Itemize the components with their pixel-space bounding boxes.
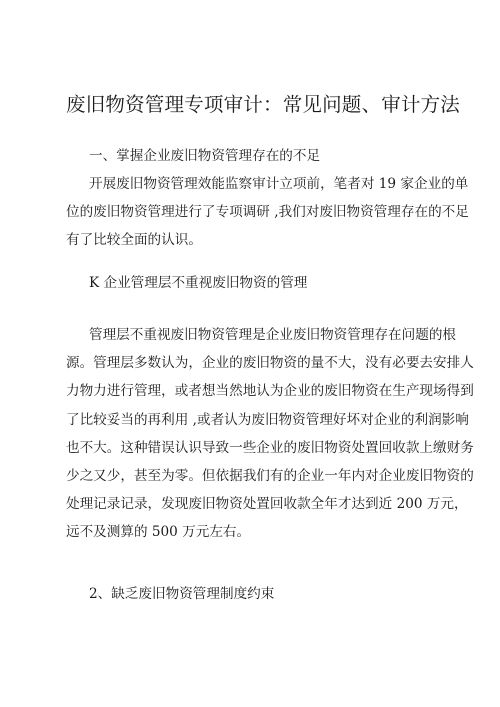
paragraph-line: 远不及测算的 500 万元左右。 bbox=[66, 524, 251, 541]
paragraph-line: 处理记录记录，发现废旧物资处置回收款全年才达到近 200 万元， bbox=[66, 496, 468, 513]
body-paragraph bbox=[66, 321, 474, 547]
document-title: 废旧物资管理专项审计：常见问题、审计方法 bbox=[66, 93, 461, 116]
paragraph-line: 位的废旧物资管理进行了专项调研 ,我们对废旧物资管理存在的不足 bbox=[66, 204, 469, 221]
subheading-2: 2、缺乏废旧物资管理制度约束 bbox=[89, 586, 275, 602]
paragraph-line: 开展废旧物资管理效能监察审计立项前，笔者对 19 家企业的单 bbox=[89, 176, 469, 192]
paragraph-line: 了比较妥当的再利用 ,或者认为废旧物资管理好坏对企业的利润影响 bbox=[66, 411, 469, 428]
paragraph-line: 有了比较全面的认识。 bbox=[66, 232, 202, 249]
paragraph-line: 源。管理层多数认为，企业的废旧物资的量不大，没有必要去安排人 bbox=[66, 355, 474, 372]
subheading-k: K 企业管理层不重视废旧物资的管理 bbox=[89, 275, 308, 291]
intro-paragraph bbox=[66, 170, 469, 255]
paragraph-line: 少之又少，甚至为零。但依据我们有的企业一年内对企业废旧物资的 bbox=[66, 467, 474, 484]
paragraph-line: 也不大。这种错误认识导致一些企业的废旧物资处置回收款上缴财务 bbox=[66, 439, 474, 456]
paragraph-line: 管理层不重视废旧物资管理是企业废旧物资管理存在问题的根 bbox=[89, 327, 457, 343]
paragraph-line: 力物力进行管理，或者想当然地认为企业的废旧物资在生产现场得到 bbox=[66, 383, 474, 400]
section-heading: 一、掌握企业废旧物资管理存在的不足 bbox=[89, 148, 321, 164]
